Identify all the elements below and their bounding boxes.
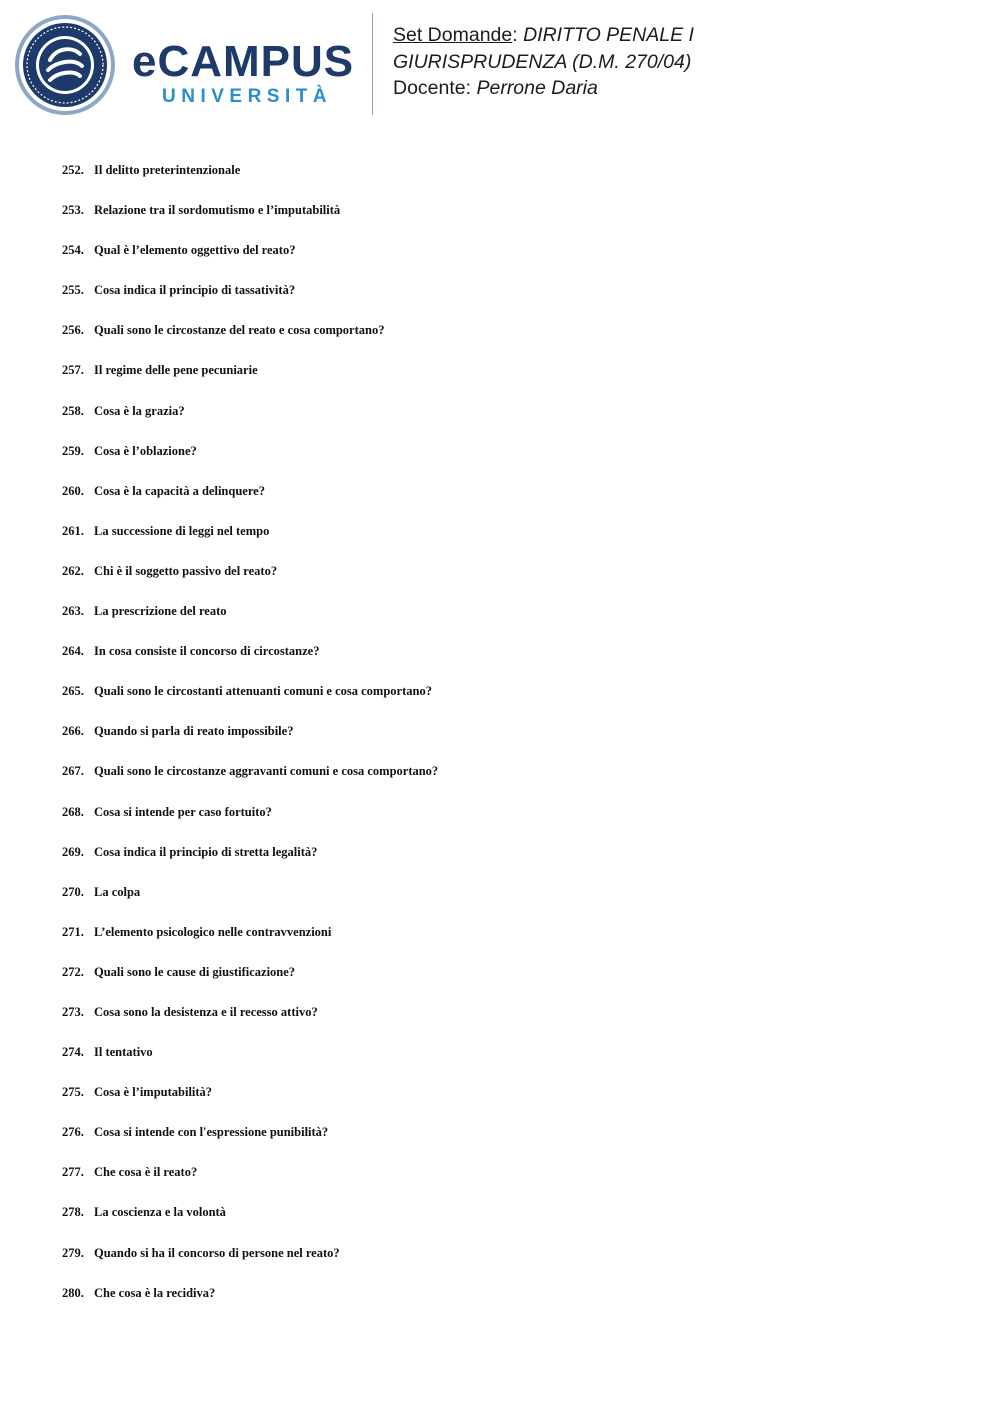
question-text: Quando si ha il concorso di persone nel reato?: [94, 1245, 340, 1260]
set-separator: :: [512, 24, 524, 46]
question-text: Che cosa è il reato?: [94, 1165, 198, 1180]
question-item: [62, 804, 438, 844]
question-text: Qual è l’elemento oggettivo del reato?: [94, 243, 296, 258]
question-item: [62, 202, 438, 242]
question-item: [62, 723, 438, 763]
question-text: Cosa è la capacità a delinquere?: [94, 483, 265, 498]
question-number: 257.: [62, 363, 84, 378]
course-info: [393, 22, 694, 102]
question-item: [62, 1245, 438, 1285]
question-number: 270.: [62, 884, 84, 899]
question-text: Il delitto preterintenzionale: [94, 163, 241, 177]
question-item: [62, 403, 438, 443]
question-text: Cosa indica il principio di stretta legalità?: [94, 844, 318, 859]
teacher-label: Docente:: [393, 77, 477, 99]
question-item: [62, 844, 438, 884]
question-text: La colpa: [94, 884, 141, 899]
course-title: DIRITTO PENALE I: [523, 24, 694, 46]
question-number: 260.: [62, 483, 84, 498]
question-item: [62, 523, 438, 563]
question-number: 266.: [62, 724, 84, 739]
question-number: 276.: [62, 1125, 84, 1140]
question-number: 258.: [62, 403, 84, 418]
question-item: [62, 362, 438, 402]
question-text: La coscienza e la volontà: [94, 1205, 226, 1220]
question-number: 272.: [62, 964, 84, 979]
brand-subtitle: UNIVERSITÀ: [162, 86, 333, 107]
teacher-name: Perrone Daria: [476, 77, 598, 99]
question-text: Cosa è la grazia?: [94, 403, 185, 418]
question-text: La prescrizione del reato: [94, 604, 227, 619]
question-number: 275.: [62, 1085, 84, 1100]
question-number: 264.: [62, 644, 84, 659]
question-text: Quali sono le cause di giustificazione?: [94, 964, 296, 979]
degree-line: [393, 49, 694, 76]
question-number: 254.: [62, 243, 84, 258]
question-text: Cosa sono la desistenza e il recesso attivo?: [94, 1004, 318, 1019]
question-item: [62, 884, 438, 924]
ecampus-seal-logo-icon: [14, 14, 116, 116]
question-item: [62, 964, 438, 1004]
question-text: Quali sono le circostanze del reato e cosa comportano?: [94, 323, 385, 338]
question-item: [62, 1084, 438, 1124]
question-item: [62, 1285, 438, 1325]
teacher-line: [393, 75, 694, 102]
degree-title: GIURISPRUDENZA (D.M. 270/04): [393, 50, 692, 73]
question-item: [62, 1124, 438, 1164]
question-number: 263.: [62, 604, 84, 619]
question-number: 255.: [62, 283, 84, 298]
question-text: Cosa è l’imputabilità?: [94, 1085, 213, 1100]
question-number: 271.: [62, 924, 84, 939]
question-item: [62, 443, 438, 483]
set-label: Set Domande: [393, 24, 513, 46]
question-item: [62, 563, 438, 603]
question-text: Cosa indica il principio di tassatività?: [94, 283, 296, 298]
question-item: [62, 1044, 438, 1084]
page-header: [0, 0, 1000, 130]
question-number: 274.: [62, 1045, 84, 1060]
brand-logo: [132, 37, 355, 108]
question-item: [62, 162, 438, 202]
question-text: Il regime delle pene pecuniarie: [94, 363, 258, 378]
question-text: Quali sono le circostanti attenuanti comuni e cosa comportano?: [94, 684, 432, 699]
header-divider: [372, 13, 373, 115]
question-text: Cosa si intende con l'espressione punibilità?: [94, 1125, 329, 1140]
question-text: In cosa consiste il concorso di circostanze?: [94, 644, 320, 659]
question-text: Chi è il soggetto passivo del reato?: [94, 563, 278, 578]
question-number: 268.: [62, 804, 84, 819]
question-item: [62, 763, 438, 803]
question-number: 261.: [62, 523, 84, 538]
question-number: 262.: [62, 563, 84, 578]
question-text: Cosa è l’oblazione?: [94, 443, 197, 458]
question-item: [62, 683, 438, 723]
course-line: [393, 22, 694, 49]
question-item: [62, 1204, 438, 1244]
question-number: 278.: [62, 1205, 84, 1220]
question-number: 252.: [62, 163, 84, 177]
question-text: Relazione tra il sordomutismo e l’imputabilità: [94, 203, 341, 218]
question-text: Che cosa è la recidiva?: [94, 1285, 216, 1300]
question-number: 256.: [62, 323, 84, 338]
question-number: 280.: [62, 1285, 84, 1300]
question-text: L’elemento psicologico nelle contravvenzioni: [94, 924, 332, 939]
question-text: Cosa si intende per caso fortuito?: [94, 804, 272, 819]
question-number: 253.: [62, 203, 84, 218]
question-item: [62, 603, 438, 643]
question-item: [62, 242, 438, 282]
question-item: [62, 322, 438, 362]
question-list: [62, 162, 438, 1325]
question-text: La successione di leggi nel tempo: [94, 523, 270, 538]
question-text: Quando si parla di reato impossibile?: [94, 724, 294, 739]
question-item: [62, 282, 438, 322]
brand-name: eCAMPUS: [132, 37, 355, 86]
question-text: Quali sono le circostanze aggravanti comuni e cosa comportano?: [94, 764, 439, 779]
question-item: [62, 1164, 438, 1204]
question-number: 277.: [62, 1165, 84, 1180]
question-number: 279.: [62, 1245, 84, 1260]
question-item: [62, 924, 438, 964]
question-number: 269.: [62, 844, 84, 859]
question-number: 265.: [62, 684, 84, 699]
question-item: [62, 1004, 438, 1044]
question-item: [62, 643, 438, 683]
question-text: Il tentativo: [94, 1045, 153, 1060]
question-number: 267.: [62, 764, 84, 779]
question-number: 259.: [62, 443, 84, 458]
question-number: 273.: [62, 1004, 84, 1019]
question-item: [62, 483, 438, 523]
